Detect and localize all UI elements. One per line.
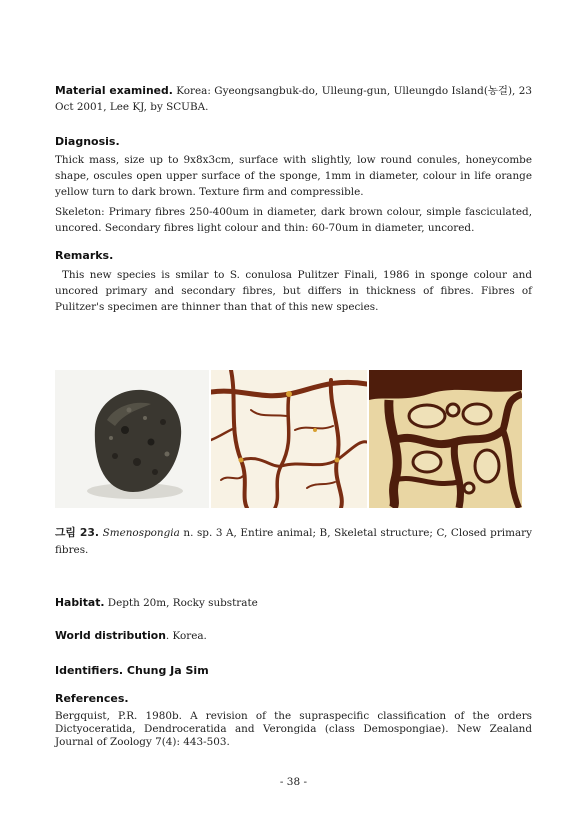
habitat-paragraph [55, 595, 532, 611]
diagnosis-paragraph-2: Skeleton: Primary fibres 250-400um in diameter, dark brown colour, simple fasciculated, uncored. Secondary fibres light colour and thin: 60-70um in diameter, uncored. [55, 206, 532, 234]
material-examined-text: Korea: Gyeongsangbuk-do, Ulleung-gun, Ulleungdo Island(농걸), 23 Oct 2001, Lee KJ, by SCUBA. [55, 85, 532, 113]
diagnosis-paragraph-1: Thick mass, size up to 9x8x3cm, surface with slightly, low round conules, honeycombe shape, oscules open upper surface of the sponge, 1mm in diameter, colour in life orange yellow turn to dark brown. Texture firm and compressible. [55, 154, 532, 198]
material-examined-label: Material examined. [55, 84, 173, 97]
diagnosis-heading: Diagnosis. [55, 135, 120, 148]
page-number: - 38 - [279, 776, 308, 788]
figure-panel-c [369, 370, 522, 508]
world-distribution-label: World distribution [55, 629, 166, 642]
closed-primary-fibres-photo [369, 370, 522, 508]
skeletal-structure-photo [211, 370, 367, 508]
world-distribution-paragraph [55, 628, 532, 644]
world-distribution-text: . Korea. [165, 630, 207, 642]
entire-animal-photo [55, 370, 209, 508]
figure-number: 그림 23. [55, 526, 100, 539]
habitat-label: Habitat. [55, 596, 105, 609]
remarks-heading: Remarks. [55, 249, 114, 262]
material-examined-paragraph [55, 83, 532, 115]
figure-caption-text: n. sp. 3 A, Entire animal; B, Skeletal structure; C, Closed primary fibres. [55, 527, 532, 556]
references-heading: References. [55, 692, 129, 705]
figure-panel-a [55, 370, 209, 508]
figure-caption [55, 524, 532, 559]
habitat-text: Depth 20m, Rocky substrate [104, 597, 258, 609]
figure-caption-genus: Smenospongia [102, 527, 180, 539]
identifiers-line: Identifiers. Chung Ja Sim [55, 664, 209, 677]
reference-entry: Bergquist, P.R. 1980b. A revision of the supraspecific classification of the orders Dictyoceratida, Dendroceratida and Verongida (class Demospongiae). New Zealand Journal of Zoology 7(4): 443-503. [55, 710, 532, 748]
figure-panel-b [211, 370, 367, 508]
remarks-paragraph: This new species is smilar to S. conulosa Pulitzer Finali, 1986 in sponge colour and uncored primary and secondary fibres, but differs in thickness of fibres. Fibres of Pulitzer's specimen are thinner than that of this new species. [55, 269, 532, 313]
